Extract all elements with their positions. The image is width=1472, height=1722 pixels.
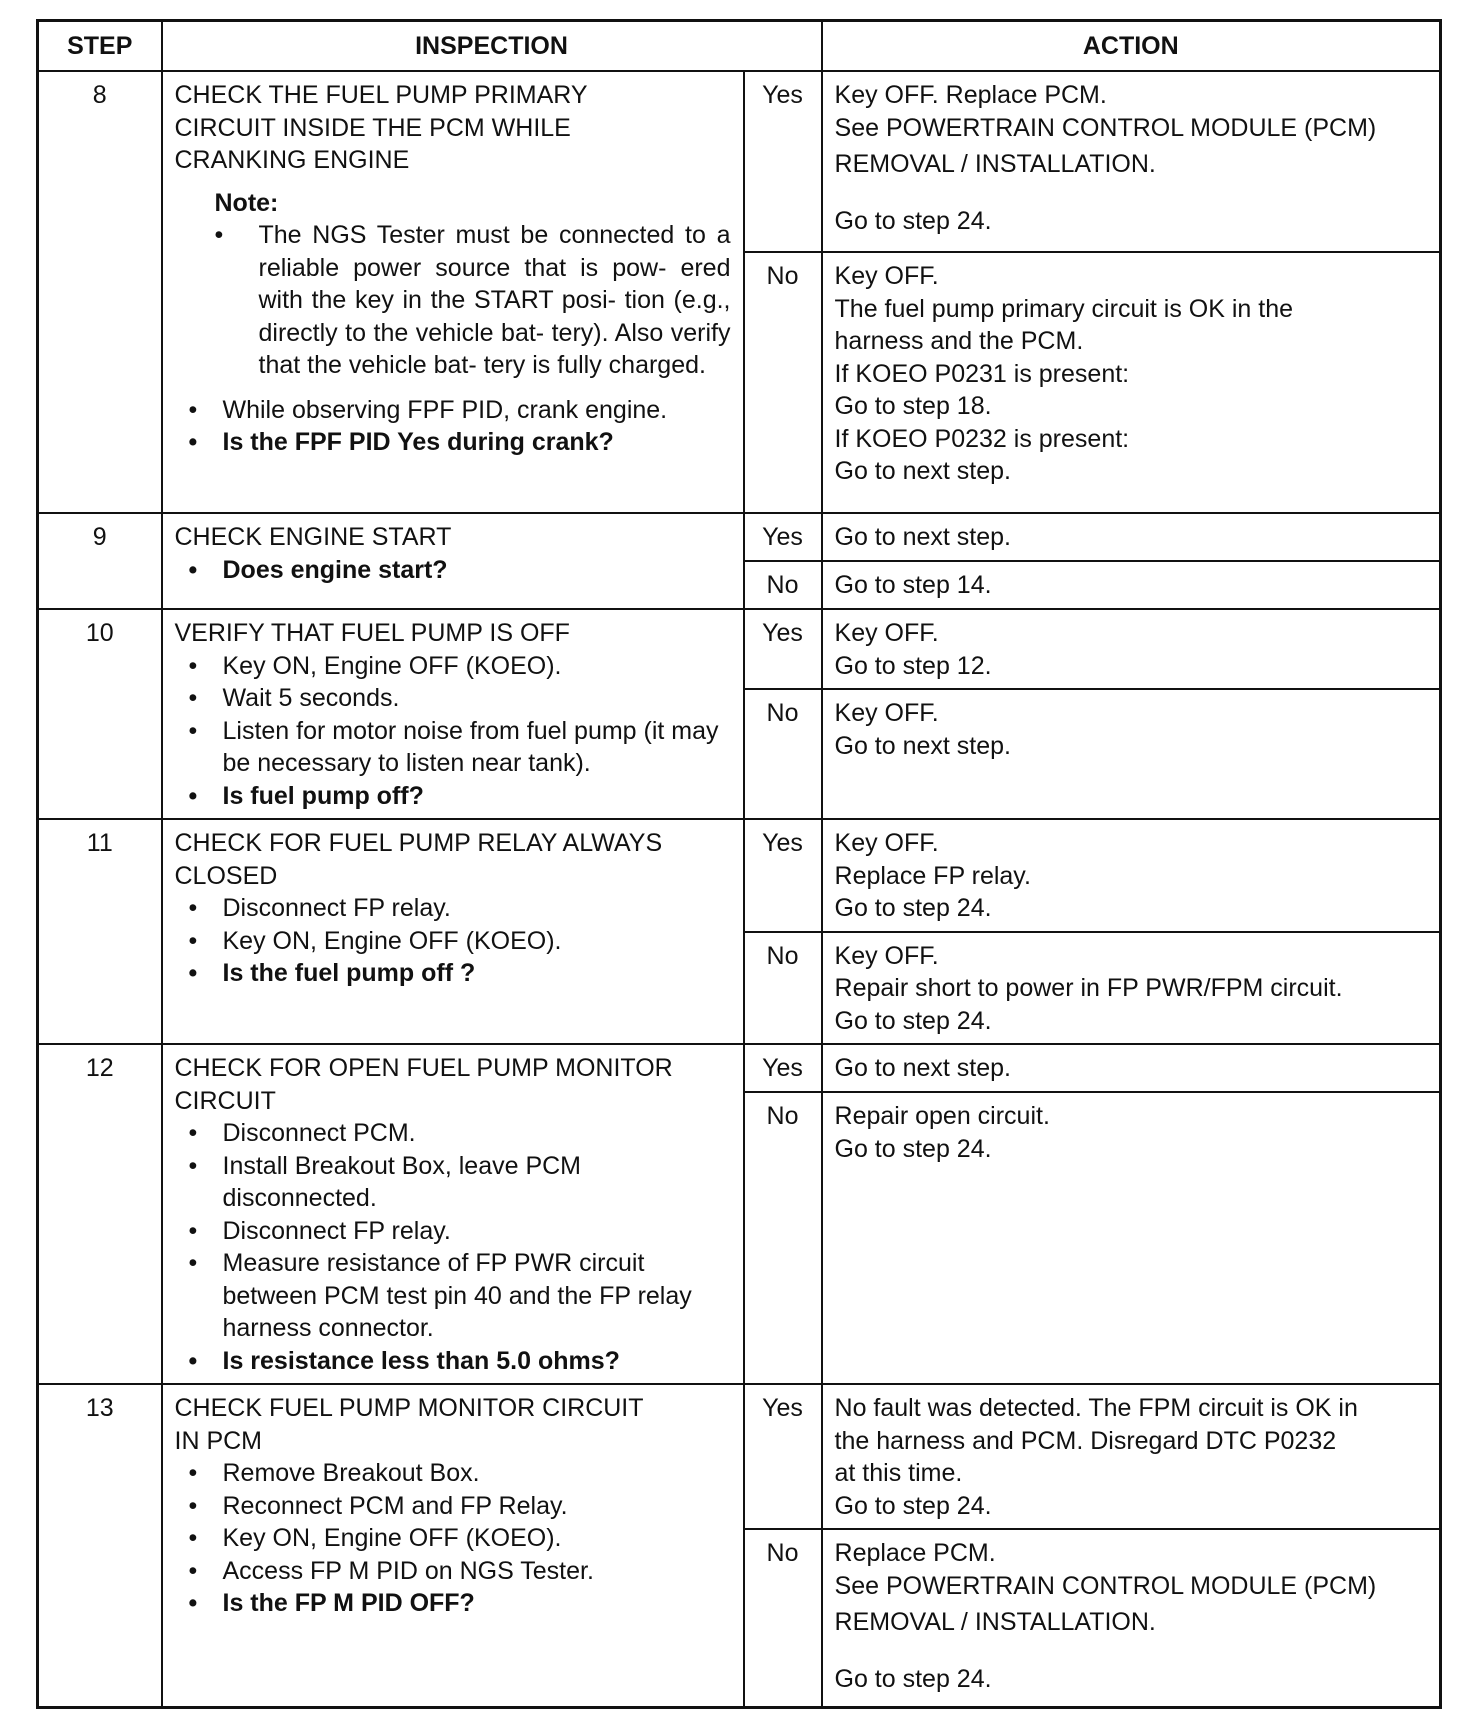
action-line: Key OFF. Replace PCM. — [834, 81, 1107, 109]
step-number: 8 — [38, 71, 162, 513]
bullet-icon: • — [188, 395, 198, 424]
yes-action — [822, 609, 1441, 689]
yes-label: Yes — [744, 609, 822, 689]
question-item — [175, 554, 731, 587]
step-title-line: CIRCUIT — [174, 1086, 276, 1115]
instruction-text: Listen for motor noise from fuel pump (it may be necessary to listen near tank). — [222, 716, 719, 777]
instruction-item — [175, 1247, 731, 1345]
instruction-text: Disconnect FP relay. — [222, 894, 451, 922]
bullet-icon: • — [188, 1524, 198, 1552]
step-12-inspection — [162, 1044, 744, 1384]
action-line: No fault was detected. The FPM circuit is OK in — [834, 1394, 1358, 1422]
question-text: Is fuel pump off? — [222, 781, 424, 810]
instruction-item — [175, 650, 731, 683]
action-line: Go to step 24. — [834, 894, 992, 922]
step-9-inspection — [162, 513, 744, 609]
bullet-icon: • — [188, 1249, 198, 1277]
yes-action — [822, 513, 1441, 561]
bullet-icon: • — [188, 1151, 198, 1180]
instruction-text: Disconnect FP relay. — [222, 1216, 451, 1245]
no-action — [822, 252, 1441, 513]
bullet-icon: • — [188, 1119, 198, 1147]
header-row — [38, 21, 1441, 72]
bullet-icon: • — [188, 1216, 198, 1245]
bullet-icon: • — [188, 651, 198, 680]
action-line: Key OFF. — [834, 699, 939, 727]
question-item — [175, 780, 731, 813]
bullet-icon: • — [188, 555, 198, 584]
action-line: REMOVAL / INSTALLATION. — [834, 1608, 1156, 1636]
yes-label: Yes — [744, 1384, 822, 1529]
bullet-icon: • — [214, 221, 224, 249]
bullet-icon: • — [188, 926, 198, 955]
step-title-line: VERIFY THAT FUEL PUMP IS OFF — [174, 619, 570, 647]
instruction-item — [175, 925, 731, 958]
action-line: Go to next step. — [834, 523, 1012, 551]
instruction-text: Access FP M PID on NGS Tester. — [222, 1556, 594, 1585]
no-action — [822, 1092, 1441, 1384]
action-line: The fuel pump primary circuit is OK in the — [834, 294, 1294, 323]
step-number: 12 — [38, 1044, 162, 1384]
step-number: 13 — [38, 1384, 162, 1707]
no-action — [822, 932, 1441, 1045]
action-line: Go to next step. — [834, 1054, 1012, 1082]
step-11-inspection — [162, 819, 744, 1044]
step-number: 9 — [38, 513, 162, 609]
instruction-item — [175, 1490, 731, 1523]
instruction-item — [175, 1522, 731, 1555]
action-line: Go to step 24. — [834, 206, 992, 235]
action-line: Go to step 24. — [834, 1006, 992, 1035]
bullet-icon: • — [188, 781, 198, 810]
instruction-item — [175, 892, 731, 925]
instruction-item — [175, 715, 731, 780]
yes-action — [822, 1384, 1441, 1529]
question-text: Is resistance less than 5.0 ohms? — [222, 1346, 620, 1375]
action-line: Go to step 18. — [834, 392, 992, 420]
step-11-yes-row — [38, 819, 1441, 932]
action-line: Repair open circuit. — [834, 1102, 1050, 1131]
action-line: harness and the PCM. — [834, 327, 1084, 355]
instruction-text: Key ON, Engine OFF (KOEO). — [222, 1524, 562, 1552]
action-line: If KOEO P0232 is present: — [834, 424, 1130, 453]
instruction-item — [175, 1555, 731, 1588]
note-text: The NGS Tester must be connected to a reliable power source that is pow- ered with the key in the START posi- tion (e.g., directly to the vehicle bat- tery). Also verify that the vehicle bat- tery is fully charged. — [258, 221, 731, 379]
step-title-line: CHECK THE FUEL PUMP PRIMARY — [174, 81, 588, 109]
diagnostic-table — [36, 19, 1442, 1709]
instruction-item — [175, 682, 731, 715]
yes-action — [822, 1044, 1441, 1092]
bullet-icon: • — [188, 1346, 198, 1375]
step-13-inspection — [162, 1384, 744, 1707]
step-title-line: CHECK FUEL PUMP MONITOR CIRCUIT — [174, 1394, 644, 1422]
instruction-item — [175, 1215, 731, 1248]
question-item — [175, 957, 731, 990]
header-action: ACTION — [822, 21, 1441, 72]
action-line: If KOEO P0231 is present: — [834, 359, 1130, 388]
no-label: No — [744, 1092, 822, 1384]
yes-action — [822, 71, 1441, 252]
instruction-text: Disconnect PCM. — [222, 1119, 416, 1147]
step-title-line: CLOSED — [174, 861, 278, 890]
no-action — [822, 689, 1441, 819]
header-inspection: INSPECTION — [162, 21, 822, 72]
instruction-text: Reconnect PCM and FP Relay. — [222, 1491, 568, 1520]
question-text: Does engine start? — [222, 555, 448, 584]
step-number: 10 — [38, 609, 162, 819]
step-8-yes-row — [38, 71, 1441, 252]
action-line: the harness and PCM. Disregard DTC P0232 — [834, 1426, 1337, 1455]
question-item — [175, 1345, 731, 1378]
instruction-item — [175, 1150, 731, 1215]
action-line: Go to next step. — [834, 731, 1012, 760]
bullet-icon: • — [188, 959, 198, 987]
note-label: Note: — [214, 188, 279, 217]
step-title-line: CIRCUIT INSIDE THE PCM WHILE — [174, 113, 571, 142]
note-item — [215, 219, 731, 382]
action-line: Go to step 24. — [834, 1664, 992, 1693]
bullet-icon: • — [188, 684, 198, 712]
bullet-icon: • — [188, 1589, 198, 1617]
instruction-text: Remove Breakout Box. — [222, 1459, 480, 1487]
instruction-item — [175, 394, 731, 427]
bullet-icon: • — [188, 1459, 198, 1487]
step-number: 11 — [38, 819, 162, 1044]
step-9-yes-row — [38, 513, 1441, 561]
action-line: Replace FP relay. — [834, 861, 1031, 890]
step-title-line: CHECK FOR FUEL PUMP RELAY ALWAYS — [174, 829, 663, 857]
question-item — [175, 1587, 731, 1620]
step-12-yes-row — [38, 1044, 1441, 1092]
yes-label: Yes — [744, 1044, 822, 1092]
instruction-text: Key ON, Engine OFF (KOEO). — [222, 926, 562, 955]
action-line: Key OFF. — [834, 829, 939, 857]
action-line: Repair short to power in FP PWR/FPM circuit. — [834, 974, 1343, 1002]
instruction-item — [175, 1457, 731, 1490]
action-line: Go to next step. — [834, 457, 1012, 485]
no-label: No — [744, 561, 822, 609]
instruction-text: Install Breakout Box, leave PCM disconnected. — [222, 1151, 581, 1212]
instruction-text: Key ON, Engine OFF (KOEO). — [222, 651, 562, 680]
no-label: No — [744, 1529, 822, 1707]
yes-label: Yes — [744, 71, 822, 252]
action-line: See POWERTRAIN CONTROL MODULE (PCM) — [834, 1571, 1377, 1600]
instruction-text: Measure resistance of FP PWR circuit between PCM test pin 40 and the FP relay harness connector. — [222, 1249, 692, 1342]
yes-label: Yes — [744, 513, 822, 561]
instruction-text: While observing FPF PID, crank engine. — [222, 395, 668, 424]
step-title-line: CRANKING ENGINE — [174, 146, 410, 174]
header-step: STEP — [38, 21, 162, 72]
bullet-icon: • — [188, 1556, 198, 1585]
action-line: REMOVAL / INSTALLATION. — [834, 150, 1156, 178]
action-line: Go to step 14. — [834, 571, 992, 599]
no-action — [822, 561, 1441, 609]
no-action — [822, 1529, 1441, 1707]
action-line: at this time. — [834, 1459, 963, 1487]
action-line: Go to step 12. — [834, 651, 992, 680]
question-text: Is the fuel pump off ? — [222, 959, 476, 987]
bullet-icon: • — [188, 716, 198, 745]
step-title-line: CHECK ENGINE START — [174, 523, 452, 551]
question-text: Is the FP M PID OFF? — [222, 1589, 475, 1617]
instruction-item — [175, 1117, 731, 1150]
step-10-inspection — [162, 609, 744, 819]
no-label: No — [744, 689, 822, 819]
action-line: Replace PCM. — [834, 1539, 996, 1567]
yes-label: Yes — [744, 819, 822, 932]
step-10-yes-row — [38, 609, 1441, 689]
action-line: Key OFF. — [834, 619, 939, 647]
action-line: Key OFF. — [834, 941, 939, 970]
bullet-icon: • — [188, 894, 198, 922]
note-block — [175, 187, 731, 382]
question-item — [175, 426, 731, 459]
bullet-icon: • — [188, 1491, 198, 1520]
yes-action — [822, 819, 1441, 932]
no-label: No — [744, 252, 822, 513]
question-text: Is the FPF PID Yes during crank? — [222, 428, 614, 456]
step-title-line: CHECK FOR OPEN FUEL PUMP MONITOR — [174, 1054, 673, 1082]
action-line: See POWERTRAIN CONTROL MODULE (PCM) — [834, 113, 1377, 142]
step-title-line: IN PCM — [174, 1426, 262, 1455]
step-13-yes-row — [38, 1384, 1441, 1529]
step-8-inspection — [162, 71, 744, 513]
action-line: Go to step 24. — [834, 1491, 992, 1520]
action-line: Go to step 24. — [834, 1134, 992, 1163]
instruction-text: Wait 5 seconds. — [222, 684, 400, 712]
bullet-icon: • — [188, 428, 198, 456]
action-line: Key OFF. — [834, 262, 939, 290]
no-label: No — [744, 932, 822, 1045]
